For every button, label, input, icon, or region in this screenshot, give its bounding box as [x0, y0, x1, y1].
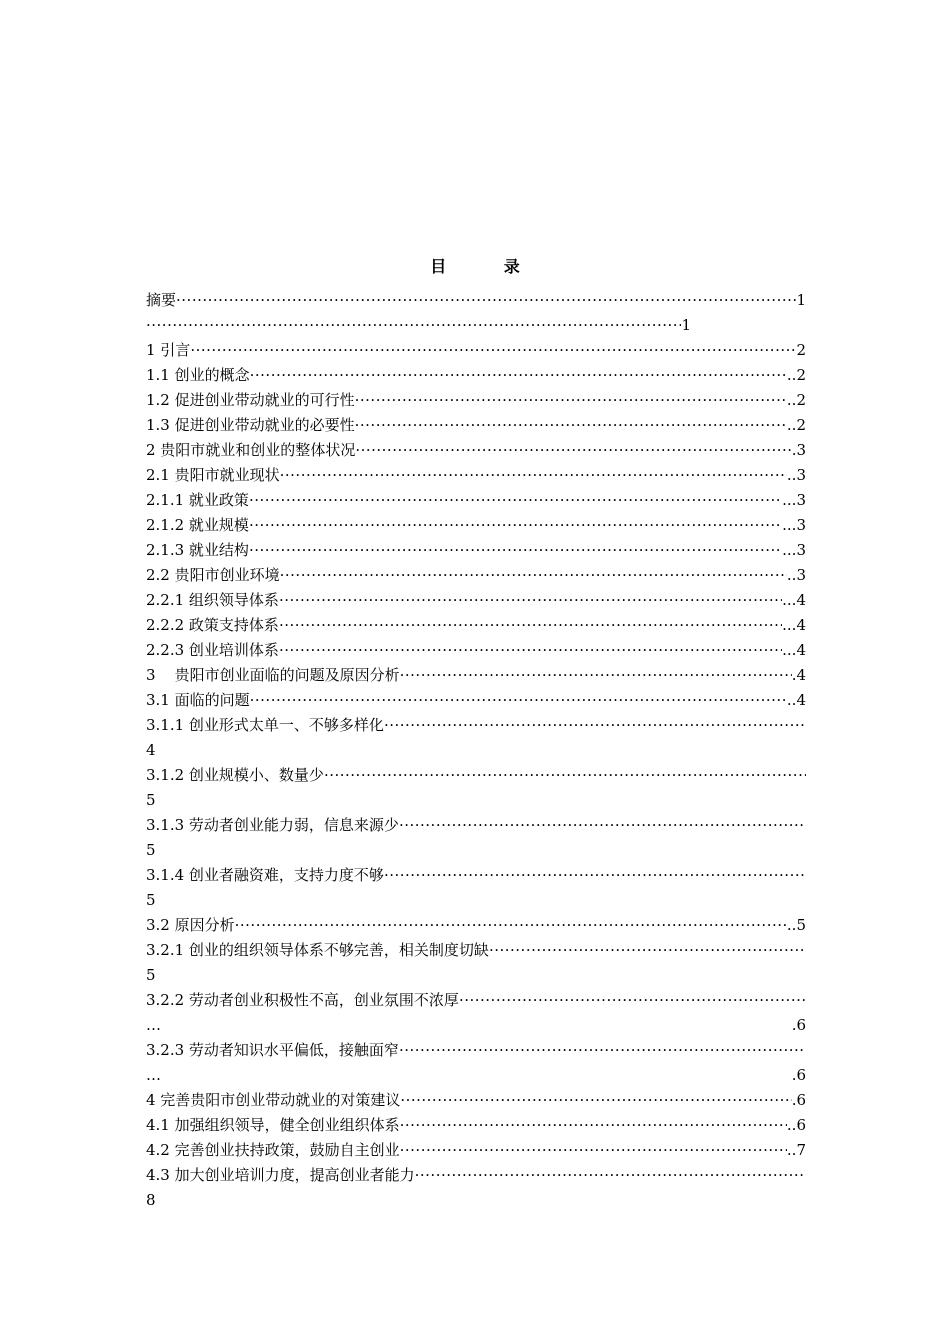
- toc-entry-label: 3.2.3 劳动者知识水平偏低，接触面窄: [146, 1041, 399, 1059]
- toc-entry-page: .6: [791, 1066, 806, 1084]
- toc-entry-label: 3.1 面临的问题: [146, 691, 250, 709]
- toc-entry-label: 2.1.1 就业政策: [146, 491, 249, 509]
- toc-entry-continuation: [146, 1188, 806, 1213]
- toc-entry-continuation: [146, 1013, 806, 1038]
- toc-entry[interactable]: [146, 1088, 806, 1113]
- toc-entry-label: 4.2 完善创业扶持政策，鼓励自主创业: [146, 1141, 400, 1159]
- toc-leader: [459, 988, 806, 1013]
- toc-entry-continuation: [146, 888, 806, 913]
- toc-entry-page: ...4: [782, 591, 806, 609]
- toc-leader: [250, 688, 787, 713]
- toc-entry[interactable]: [146, 613, 806, 638]
- toc-leader: [489, 938, 806, 963]
- page-title: 目 录: [430, 257, 546, 276]
- toc-entry-page: 2: [796, 341, 806, 359]
- toc-entry-page: .6: [791, 1091, 806, 1109]
- toc-leader: [235, 913, 787, 938]
- toc-entry-label: 2.1.3 就业结构: [146, 541, 249, 559]
- toc-entry-page: ...4: [782, 641, 806, 659]
- toc-entry-continuation: [146, 738, 806, 763]
- toc-entry[interactable]: [146, 763, 806, 788]
- toc-entry-continuation: [146, 838, 806, 863]
- toc-entry-label: 1.1 创业的概念: [146, 366, 250, 384]
- toc-entry[interactable]: [146, 438, 806, 463]
- toc-entry-page: 1: [796, 291, 806, 309]
- toc-entry[interactable]: [146, 863, 806, 888]
- toc-entry-label: 1.3 促进创业带动就业的必要性: [146, 416, 355, 434]
- toc-entry[interactable]: [146, 1038, 806, 1063]
- table-of-contents: [146, 288, 806, 1213]
- toc-entry-label: 2.2.1 组织领导体系: [146, 591, 279, 609]
- toc-entry-label: 1 引言: [146, 341, 191, 359]
- toc-leader: [280, 463, 787, 488]
- toc-entry-label: 4.1 加强组织领导，健全创业组织体系: [146, 1116, 400, 1134]
- toc-entry[interactable]: [146, 1163, 806, 1188]
- toc-entry-continuation: [146, 963, 806, 988]
- toc-entry-label: …: [146, 1066, 161, 1084]
- toc-entry-page: .6: [791, 1016, 806, 1034]
- toc-entry-page: ..4: [786, 691, 806, 709]
- toc-leader: [324, 763, 806, 788]
- toc-leader: [399, 813, 806, 838]
- toc-entry-page: .4: [791, 666, 806, 684]
- toc-entry[interactable]: [146, 538, 806, 563]
- toc-entry-label: 1.2 促进创业带动就业的可行性: [146, 391, 355, 409]
- toc-entry[interactable]: [146, 563, 806, 588]
- toc-entry-page: ..3: [786, 566, 806, 584]
- toc-entry-page: 1: [681, 316, 691, 334]
- toc-entry-page: ...3: [782, 491, 806, 509]
- toc-entry[interactable]: [146, 388, 806, 413]
- toc-entry-label: 3.2 原因分析: [146, 916, 235, 934]
- toc-leader: [355, 413, 787, 438]
- toc-entry-label: 3.1.3 劳动者创业能力弱，信息来源少: [146, 816, 399, 834]
- toc-entry-page: 5: [146, 966, 156, 984]
- toc-entry[interactable]: [146, 488, 806, 513]
- toc-entry[interactable]: [146, 588, 806, 613]
- toc-leader: [400, 1113, 787, 1138]
- toc-entry-page: ...4: [782, 616, 806, 634]
- toc-entry-label: 2.2.3 创业培训体系: [146, 641, 279, 659]
- toc-entry-label: 2.1.2 就业规模: [146, 516, 249, 534]
- toc-entry[interactable]: [146, 638, 806, 663]
- toc-entry[interactable]: [146, 713, 806, 738]
- toc-leader: [190, 338, 796, 363]
- toc-leader: [400, 1088, 791, 1113]
- toc-leader: [384, 863, 806, 888]
- toc-entry-label: 3 贵阳市创业面临的问题及原因分析: [146, 666, 400, 684]
- toc-leader: [176, 288, 796, 313]
- toc-leader: [415, 1163, 806, 1188]
- toc-entry-label: 2.2 贵阳市创业环境: [146, 566, 280, 584]
- toc-entry-label: 3.1.4 创业者融资难，支持力度不够: [146, 866, 384, 884]
- toc-entry[interactable]: [146, 938, 806, 963]
- toc-leader: [355, 388, 787, 413]
- toc-entry-page: ..5: [786, 916, 806, 934]
- toc-leader: [249, 538, 782, 563]
- toc-entry-page: ...3: [782, 516, 806, 534]
- toc-entry-label: 2 贵阳市就业和创业的整体状况: [146, 441, 356, 459]
- toc-entry[interactable]: [146, 813, 806, 838]
- toc-leader: [355, 438, 791, 463]
- toc-leader: [279, 613, 782, 638]
- toc-entry-page: 8: [146, 1191, 156, 1209]
- toc-leader: [146, 313, 681, 338]
- toc-entry-page: ..2: [786, 391, 806, 409]
- toc-entry-page: 5: [146, 841, 156, 859]
- toc-leader: [249, 488, 782, 513]
- toc-entry-page: ..2: [786, 416, 806, 434]
- toc-entry-page: 5: [146, 891, 156, 909]
- toc-entry[interactable]: [146, 913, 806, 938]
- toc-entry-page: ..6: [786, 1116, 806, 1134]
- toc-entry[interactable]: [146, 688, 806, 713]
- toc-entry-label: 2.1 贵阳市就业现状: [146, 466, 280, 484]
- toc-leader: [384, 713, 806, 738]
- toc-entry[interactable]: [146, 363, 806, 388]
- toc-leader: [279, 588, 782, 613]
- toc-entry-continuation: [146, 1063, 806, 1088]
- toc-leader: [249, 513, 782, 538]
- toc-entry-page: ..7: [786, 1141, 806, 1159]
- toc-entry-label: 3.1.1 创业形式太单一、不够多样化: [146, 716, 384, 734]
- toc-leader: [400, 663, 792, 688]
- toc-entry-continuation: [146, 788, 806, 813]
- toc-entry[interactable]: [146, 513, 806, 538]
- toc-entry[interactable]: [146, 463, 806, 488]
- toc-entry-label: 摘要: [146, 291, 177, 309]
- toc-entry[interactable]: [146, 988, 806, 1013]
- toc-entry-label: 4.3 加大创业培训力度，提高创业者能力: [146, 1166, 415, 1184]
- toc-leader: [400, 1138, 787, 1163]
- toc-entry-page: ..2: [786, 366, 806, 384]
- toc-entry[interactable]: [146, 313, 691, 338]
- toc-entry-page: ..3: [786, 466, 806, 484]
- toc-entry[interactable]: [146, 338, 806, 363]
- toc-entry-page: 4: [146, 741, 156, 759]
- toc-entry-label: 3.2.2 劳动者创业积极性不高，创业氛围不浓厚: [146, 991, 459, 1009]
- toc-leader: [399, 1038, 806, 1063]
- toc-entry[interactable]: [146, 1138, 806, 1163]
- toc-entry-label: 4 完善贵阳市创业带动就业的对策建议: [146, 1091, 401, 1109]
- toc-entry-page: .3: [791, 441, 806, 459]
- toc-leader: [250, 363, 787, 388]
- toc-entry-label: …: [146, 1016, 161, 1034]
- toc-entry-label: 3.2.1 创业的组织领导体系不够完善，相关制度切缺: [146, 941, 489, 959]
- toc-entry[interactable]: [146, 1113, 806, 1138]
- toc-entry[interactable]: [146, 663, 806, 688]
- toc-leader: [279, 638, 782, 663]
- toc-entry-page: 5: [146, 791, 156, 809]
- toc-entry-label: 3.1.2 创业规模小、数量少: [146, 766, 324, 784]
- toc-entry[interactable]: [146, 413, 806, 438]
- toc-entry-label: 2.2.2 政策支持体系: [146, 616, 279, 634]
- toc-leader: [280, 563, 787, 588]
- toc-entry[interactable]: [146, 288, 806, 313]
- toc-entry-page: ...3: [782, 541, 806, 559]
